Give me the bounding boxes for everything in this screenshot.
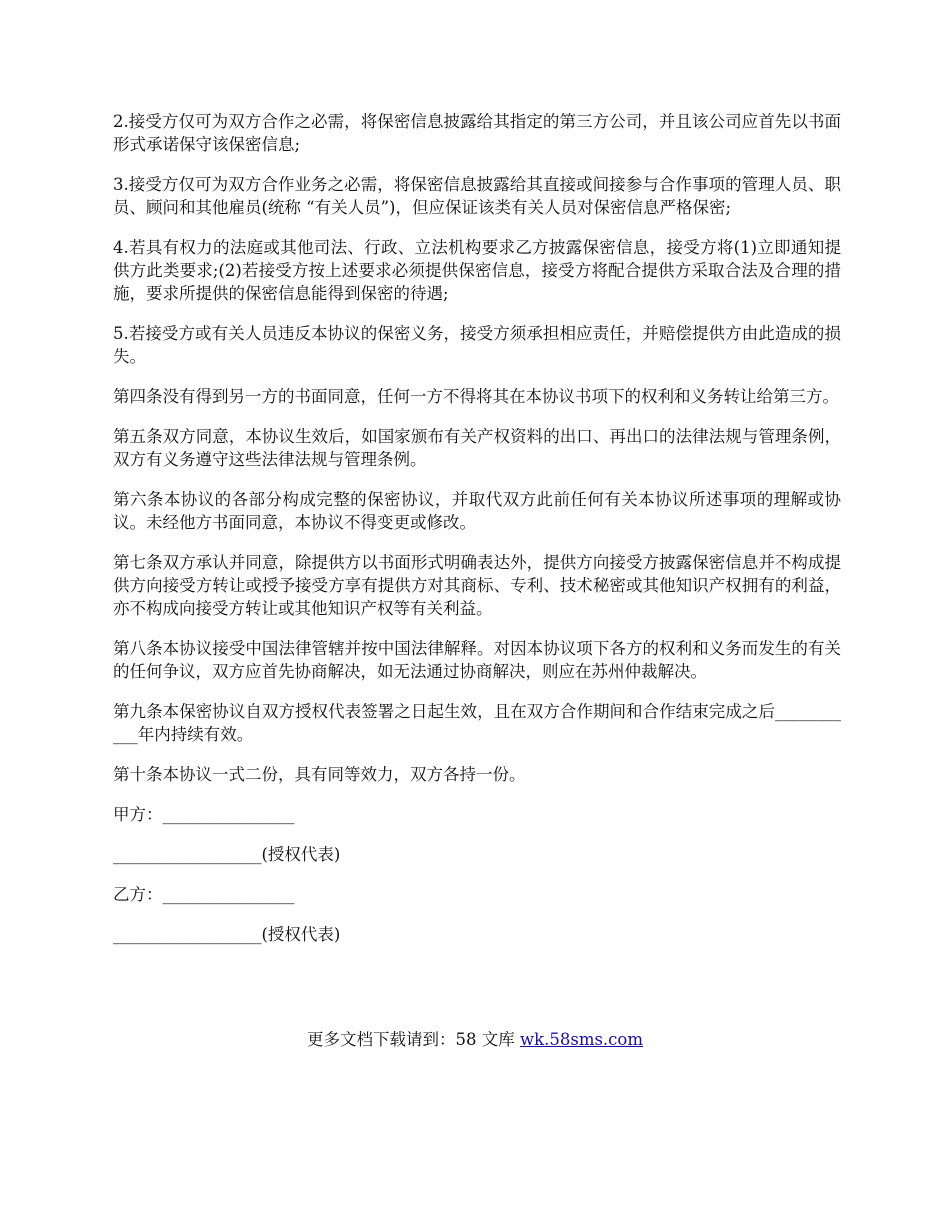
article-9: 第九条本保密协议自双方授权代表签署之日起生效，且在双方合作期间和合作结束完成之后___________年内持续有效。 — [113, 702, 841, 744]
party-b-representative-line: __________________(授权代表) — [113, 925, 341, 944]
article-5: 第五条双方同意，本协议生效后，如国家颁布有关产权资料的出口、再出口的法律法规与管理条例，双方有义务遵守这些法律法规与管理条例。 — [113, 427, 841, 469]
document-body — [113, 110, 841, 963]
article-8: 第八条本协议接受中国法律管辖并按中国法律解释。对因本协议项下各方的权利和义务而发生的有关的任何争议，双方应首先协商解决，如无法通过协商解决，则应在苏州仲裁解决。 — [113, 639, 841, 681]
party-a-representative-line: __________________(授权代表) — [113, 845, 341, 864]
party-a-signature-line: 甲方：________________ — [113, 805, 295, 824]
article-10: 第十条本协议一式二份，具有同等效力，双方各持一份。 — [113, 765, 526, 784]
clause-4: 4.若具有权力的法庭或其他司法、行政、立法机构要求乙方披露保密信息，接受方将(1)立即通知提供方此类要求;(2)若接受方按上述要求必须提供保密信息，接受方将配合提供方采取合法及合理的措施，要求所提供的保密信息能得到保密的待遇; — [113, 238, 841, 303]
party-b-signature-line: 乙方：________________ — [113, 885, 295, 904]
clause-3: 3.接受方仅可为双方合作业务之必需，将保密信息披露给其直接或间接参与合作事项的管理人员、职员、顾问和其他雇员(统称 “有关人员”)，但应保证该类有关人员对保密信息严格保密; — [113, 175, 841, 217]
article-4: 第四条没有得到另一方的书面同意，任何一方不得将其在本协议书项下的权利和义务转让给第三方。 — [113, 387, 839, 406]
footer-link[interactable]: wk.58sms.com — [519, 1030, 643, 1049]
clause-5: 5.若接受方或有关人员违反本协议的保密义务，接受方须承担相应责任，并赔偿提供方由此造成的损失。 — [113, 324, 841, 366]
article-6: 第六条本协议的各部分构成完整的保密协议，并取代双方此前任何有关本协议所述事项的理解或协议。未经他方书面同意，本协议不得变更或修改。 — [113, 490, 841, 532]
clause-2: 2.接受方仅可为双方合作之必需，将保密信息披露给其指定的第三方公司，并且该公司应首先以书面形式承诺保守该保密信息; — [113, 112, 841, 154]
footer — [0, 1028, 950, 1051]
footer-text: 更多文档下载请到：58 文库 — [306, 1030, 520, 1049]
article-7: 第七条双方承认并同意，除提供方以书面形式明确表达外，提供方向接受方披露保密信息并不构成提供方向接受方转让或授予接受方享有提供方对其商标、专利、技术秘密或其他知识产权拥有的利益，亦不构成向接受方转让或其他知识产权等有关利益。 — [113, 553, 841, 618]
